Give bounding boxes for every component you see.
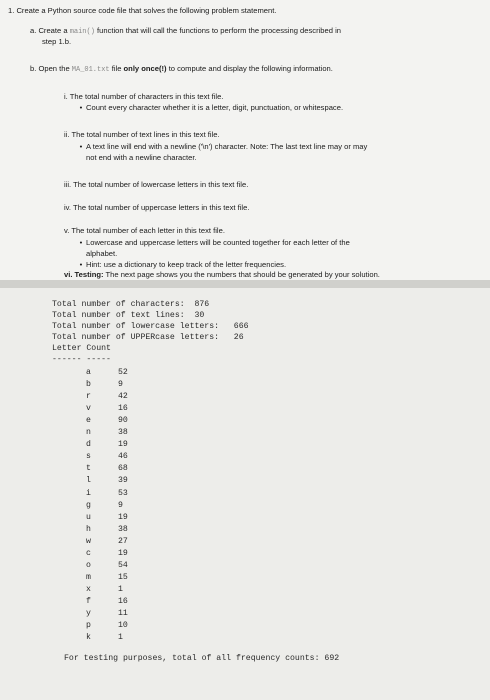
- item-vi-label: vi. Testing:: [64, 270, 104, 279]
- count-cell: 90: [118, 416, 128, 426]
- item-v-bullet-2: [76, 260, 286, 270]
- item-a-suffix: function that will call the functions to perform the processing described in: [94, 26, 341, 35]
- letter-cell: n: [86, 428, 91, 438]
- letter-cell: o: [86, 560, 91, 570]
- item-v-bullet-1-cont: alphabet.: [86, 249, 118, 258]
- count-cell: 9: [118, 500, 123, 510]
- count-cell: 38: [118, 428, 128, 438]
- count-cell: 39: [118, 476, 128, 486]
- count-cell: 19: [118, 512, 128, 522]
- letter-cell: f: [86, 596, 91, 606]
- letter-cell: v: [86, 404, 91, 414]
- output-line: Total number of characters: 876: [52, 300, 210, 309]
- letter-cell: e: [86, 416, 91, 426]
- item-vi: [64, 270, 380, 280]
- letter-cell: p: [86, 621, 91, 631]
- letter-cell: a: [86, 368, 91, 377]
- letter-cell: r: [86, 392, 91, 402]
- item-v-bullet-1: [76, 238, 350, 248]
- bullet-icon: •: [79, 238, 83, 247]
- item-iv-title: iv. The total number of uppercase letters in this text file.: [64, 203, 250, 212]
- letter-cell: w: [86, 536, 91, 546]
- letter-cell: l: [86, 476, 91, 486]
- bullet-icon: •: [79, 260, 83, 269]
- bullet-icon: •: [79, 142, 83, 151]
- count-cell: 9: [118, 380, 123, 390]
- output-line: Total number of UPPERcase letters: 26: [52, 333, 244, 342]
- count-cell: 27: [118, 536, 128, 546]
- item-a-line1: [30, 26, 341, 37]
- output-footer: For testing purposes, total of all frequency counts: 692: [64, 654, 340, 663]
- letter-cell: h: [86, 524, 91, 534]
- item-a-code: main(): [69, 28, 95, 36]
- item-ii-bullet-cont: not end with a newline character.: [86, 153, 197, 162]
- count-cell: 19: [118, 440, 128, 450]
- item-v-title: v. The total number of each letter in this text file.: [64, 226, 225, 235]
- item-v-bullet-1-text: Lowercase and uppercase letters will be counted together for each letter of the: [86, 238, 350, 247]
- bullet-icon: •: [79, 103, 83, 112]
- output-line: Letter Count: [52, 344, 111, 353]
- item-a-prefix: a. Create a: [30, 26, 70, 35]
- program-output: [0, 288, 490, 700]
- output-line: Total number of text lines: 30: [52, 311, 205, 320]
- count-cell: 15: [118, 572, 128, 582]
- count-cell: 19: [118, 548, 128, 558]
- item-i-bullet: [76, 103, 343, 113]
- count-cell: 53: [118, 488, 128, 498]
- item-b-mid: file: [109, 64, 124, 73]
- item-b-prefix: b. Open the: [30, 64, 72, 73]
- item-b: [30, 64, 333, 75]
- count-cell: 1: [118, 584, 123, 594]
- count-cell: 54: [118, 560, 128, 570]
- count-cell: 16: [118, 596, 128, 606]
- count-cell: 46: [118, 452, 128, 462]
- letter-cell: g: [86, 500, 91, 510]
- item-b-emphasis: only once(!): [123, 64, 167, 73]
- letter-cell: x: [86, 584, 91, 594]
- count-cell: 1: [118, 633, 123, 643]
- item-i-bullet-text: Count every character whether it is a letter, digit, punctuation, or whitespace.: [86, 103, 344, 112]
- item-b-code: MA_01.txt: [71, 66, 110, 74]
- item-v-bullet-2-text: Hint: use a dictionary to keep track of the letter frequencies.: [86, 260, 287, 269]
- item-1-heading: 1. Create a Python source code file that solves the following problem statement.: [8, 6, 277, 15]
- item-vi-text: The next page shows you the numbers that should be generated by your solution.: [103, 270, 380, 279]
- letter-cell: d: [86, 440, 91, 450]
- count-cell: 10: [118, 621, 128, 631]
- count-cell: 68: [118, 464, 128, 474]
- item-ii-title: ii. The total number of text lines in this text file.: [64, 130, 220, 139]
- letter-cell: c: [86, 548, 91, 558]
- count-cell: 38: [118, 524, 128, 534]
- output-line: Total number of lowercase letters: 666: [52, 322, 249, 331]
- letter-cell: u: [86, 512, 91, 522]
- output-line: ------ -----: [52, 355, 111, 364]
- item-ii-bullet: [76, 142, 367, 152]
- item-i-title: i. The total number of characters in this text file.: [64, 92, 224, 101]
- letter-cell: b: [86, 380, 91, 390]
- count-cell: 11: [118, 609, 128, 618]
- letter-cell: k: [86, 633, 91, 643]
- assignment-instructions: [0, 0, 490, 280]
- item-a-line2: step 1.b.: [42, 37, 72, 46]
- count-cell: 52: [118, 368, 128, 377]
- item-ii-bullet-text: A text line will end with a newline ('\n') character. Note: The last text line may or may: [86, 142, 368, 151]
- page-divider: [0, 280, 490, 288]
- letter-cell: m: [86, 572, 91, 582]
- letter-cell: t: [86, 464, 91, 474]
- item-iii-title: iii. The total number of lowercase letters in this text file.: [64, 180, 249, 189]
- count-cell: 42: [118, 392, 128, 402]
- letter-cell: s: [86, 452, 91, 462]
- item-b-suffix: to compute and display the following information.: [166, 64, 333, 73]
- letter-cell: i: [86, 488, 91, 498]
- count-cell: 16: [118, 404, 128, 414]
- letter-cell: y: [86, 609, 91, 618]
